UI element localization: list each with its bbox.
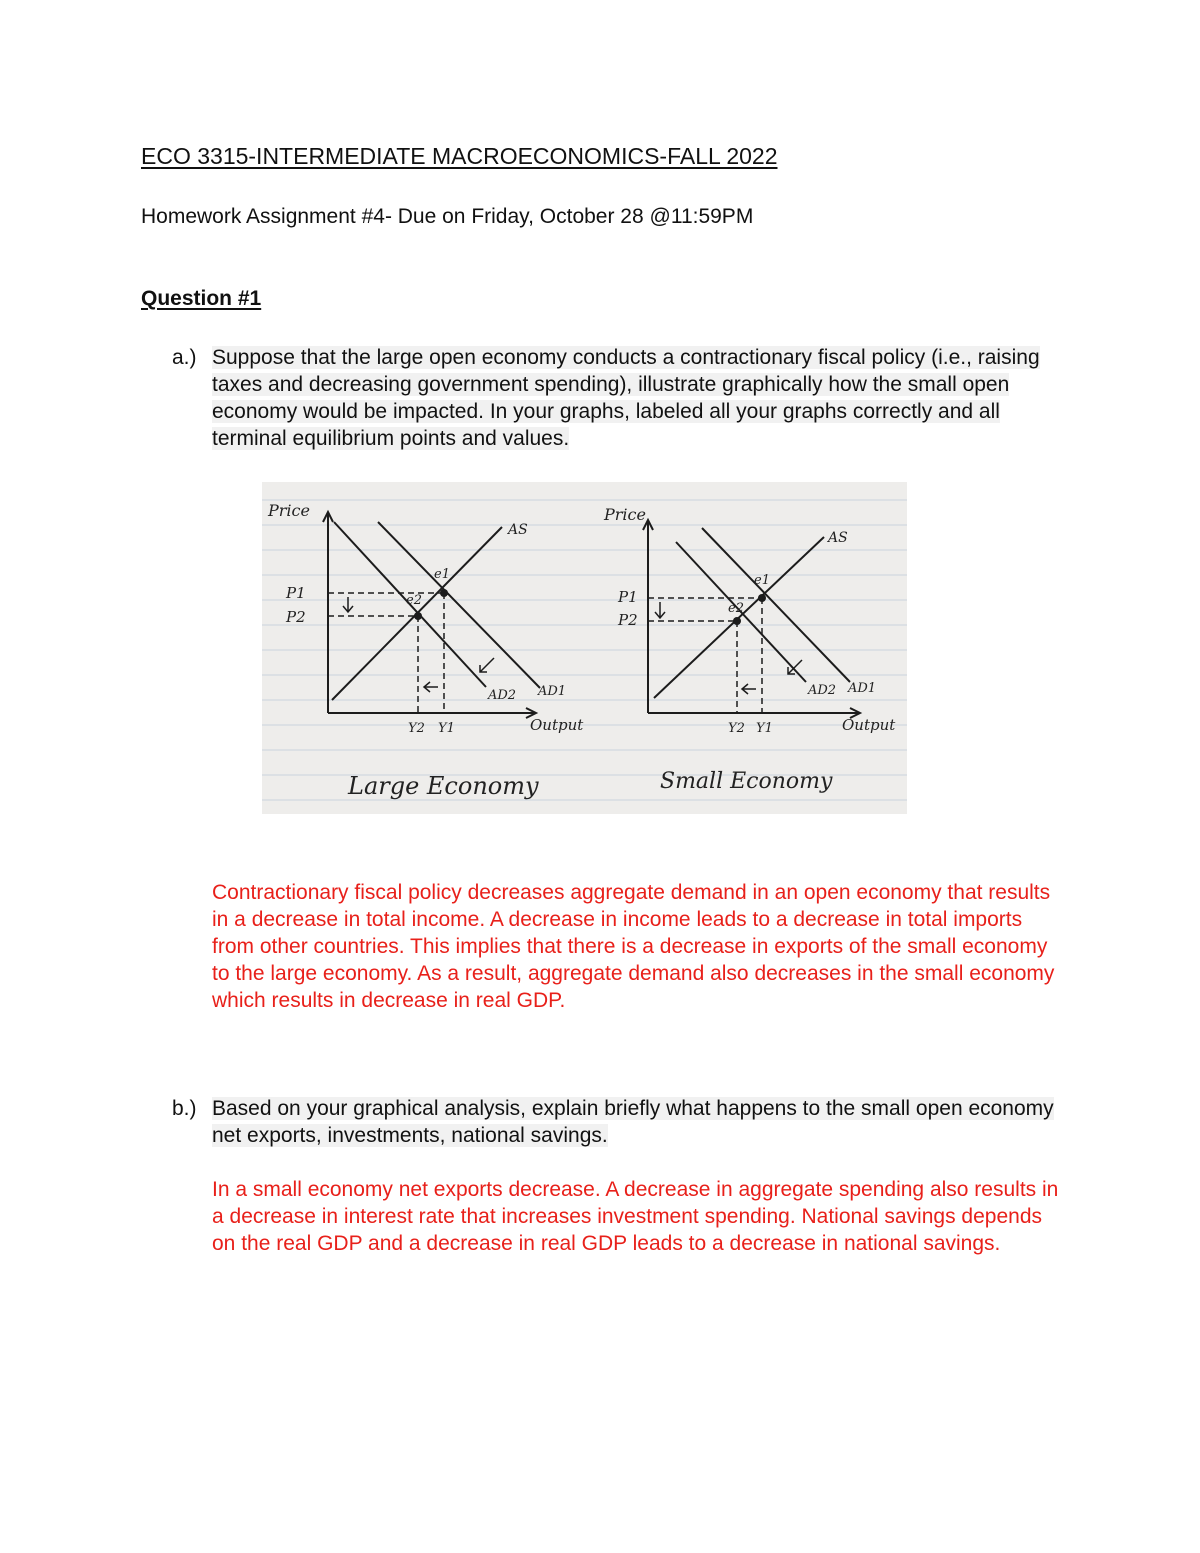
small-ad2-label: AD2	[808, 683, 837, 698]
part-a-label: a.)	[172, 346, 197, 369]
small-e2-point	[733, 617, 741, 625]
small-e1-point	[758, 594, 766, 602]
large-ad2-label: AD2	[488, 688, 517, 703]
part-b-label: b.)	[172, 1097, 197, 1120]
part-a-prompt	[212, 344, 1072, 452]
part-b-prompt	[212, 1095, 1072, 1149]
part-a-answer: Contractionary fiscal policy decreases aggregate demand in an open economy that results in a decrease in total income. A decrease in income leads to a decrease in total imports from other countries. This implies that there is a decrease in exports of the small economy to the large economy. As a result, aggregate demand also decreases in the small economy which results in decrease in real GDP.	[212, 881, 1055, 1012]
graph-photo	[262, 482, 907, 814]
part-a-prompt-text: Suppose that the large open economy conducts a contractionary fiscal policy (i.e., raising taxes and decreasing government spending), illustrate graphically how the small open economy would be impacted. In your graphs, labeled all your graphs correctly and all terminal equilibrium points and values.	[212, 346, 1040, 450]
large-p2-label: P2	[286, 608, 306, 626]
small-p2-label: P2	[618, 611, 638, 629]
large-price-label: Price	[268, 501, 310, 520]
large-e1-point	[440, 589, 448, 597]
large-output-label: Output	[530, 716, 584, 734]
large-e2-point	[414, 612, 422, 620]
large-ad1-label: AD1	[538, 684, 567, 699]
question-heading: Question #1	[141, 287, 262, 310]
large-e1-label: e1	[434, 567, 450, 582]
small-price-label: Price	[604, 505, 646, 524]
large-y2-label: Y2	[408, 721, 425, 736]
small-ad1-label: AD1	[848, 681, 877, 696]
graph-figure	[262, 482, 907, 814]
large-p1-label: P1	[286, 584, 306, 602]
large-as-label: AS	[508, 522, 528, 538]
small-e2-label: e2	[728, 601, 744, 616]
small-economy-caption: Small Economy	[660, 769, 833, 794]
part-b-prompt-text: Based on your graphical analysis, explain briefly what happens to the small open economy net exports, investments, national savings.	[212, 1097, 1054, 1147]
small-y2-label: Y2	[728, 721, 745, 736]
assignment-subtitle: Homework Assignment #4- Due on Friday, October 28 @11:59PM	[141, 205, 754, 228]
part-b-answer: In a small economy net exports decrease. A decrease in aggregate spending also results in a decrease in interest rate that increases investment spending. National savings depends on the real GDP and a decrease in real GDP leads to a decrease in national savings.	[212, 1178, 1059, 1255]
paper-background	[262, 482, 907, 814]
document-title: ECO 3315-INTERMEDIATE MACROECONOMICS-FALL 2022	[141, 143, 778, 169]
large-y1-label: Y1	[438, 721, 455, 736]
large-economy-caption: Large Economy	[348, 772, 539, 800]
small-p1-label: P1	[618, 588, 638, 606]
large-e2-label: e2	[406, 593, 422, 608]
small-output-label: Output	[842, 716, 896, 734]
small-as-label: AS	[828, 530, 848, 546]
small-e1-label: e1	[754, 573, 770, 588]
small-y1-label: Y1	[756, 721, 773, 736]
